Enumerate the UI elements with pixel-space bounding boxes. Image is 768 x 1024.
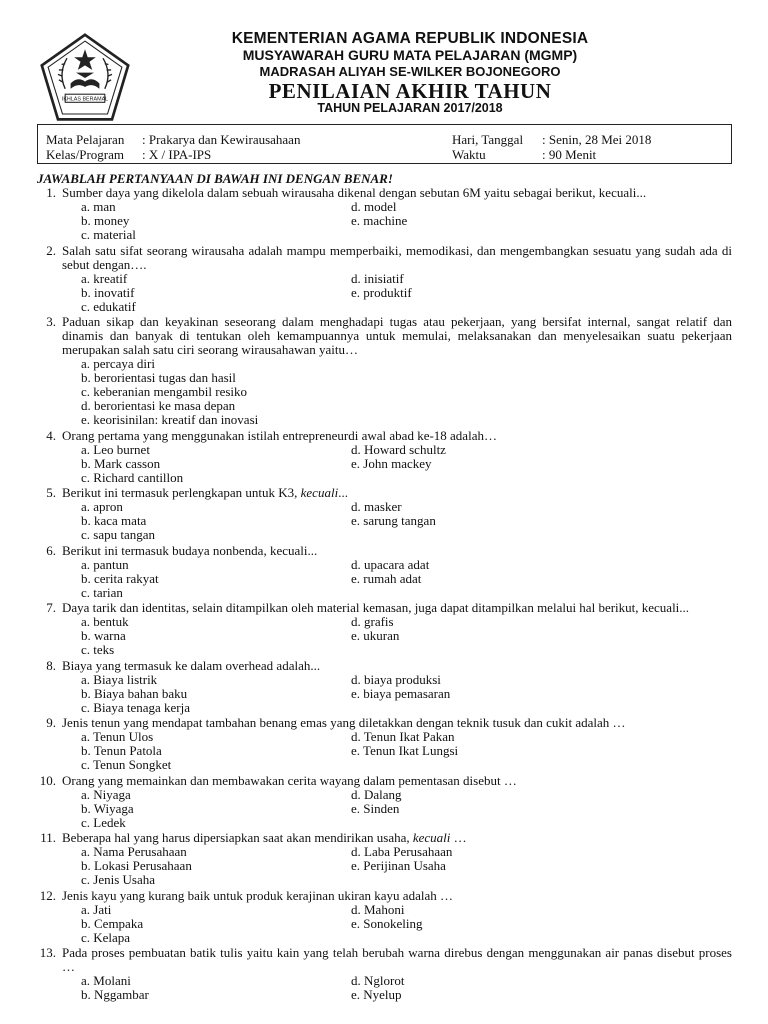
- answer-option: c. material: [81, 227, 136, 242]
- answer-option: e. ukuran: [351, 628, 400, 643]
- answer-option: a. Tenun Ulos: [81, 729, 154, 744]
- question-item: [37, 659, 732, 715]
- answer-option: a. Niyaga: [81, 786, 131, 802]
- answer-option: e. keorisinilan: kreatif dan inovasi: [81, 412, 259, 427]
- answer-option: d. Mahoni: [351, 901, 405, 917]
- class-label: Kelas/Program: [46, 147, 124, 162]
- question-item: [37, 831, 732, 887]
- exam-info-box: [37, 124, 732, 164]
- answer-option: b. berorientasi tugas dan hasil: [81, 370, 236, 385]
- answer-option: d. Tenun Ikat Pakan: [351, 729, 455, 744]
- question-text: Orang pertama yang menggunakan istilah entrepreneurdi awal abad ke-18 adalah…: [62, 427, 497, 443]
- answer-option: d. berorientasi ke masa depan: [81, 398, 236, 413]
- answer-option: e. rumah adat: [351, 570, 422, 586]
- time-value: : 90 Menit: [542, 147, 597, 162]
- answer-option: b. kaca mata: [81, 513, 147, 528]
- question-number: 5.: [46, 485, 56, 500]
- question-item: [37, 946, 732, 1002]
- answer-option: c. Jenis Usaha: [81, 872, 156, 887]
- answer-option: c. Tenun Songket: [81, 757, 172, 772]
- answer-options: [37, 730, 732, 772]
- answer-options: [37, 845, 732, 887]
- question-number: 3.: [46, 314, 56, 329]
- academic-year: TAHUN PELAJARAN 2017/2018: [317, 101, 503, 115]
- answer-option: b. Nggambar: [81, 987, 149, 1002]
- mgmp-title: MUSYAWARAH GURU MATA PELAJARAN (MGMP): [242, 47, 578, 63]
- question-text: Pada proses pembuatan batik tulis yaitu kain yang telah berubah warna direbus dengan menggunakan air panas disebut proses …: [62, 945, 732, 974]
- ministry-title: KEMENTERIAN AGAMA REPUBLIK INDONESIA: [231, 30, 589, 47]
- question-text: Berikut ini termasuk perlengkapan untuk K3, kecuali...: [62, 485, 348, 500]
- answer-options: [37, 272, 732, 314]
- answer-option: b. inovatif: [81, 284, 135, 300]
- answer-options: [37, 615, 732, 657]
- answer-option: c. sapu tangan: [81, 527, 156, 542]
- exam-title: PENILAIAN AKHIR TAHUN: [268, 79, 552, 103]
- question-text: Paduan sikap dan keyakinan seseorang dalam menghadapi tugas atau pekerjaan, yang bersifat internal, sangat relatif dan dinamis dan banyak di tentukan oleh kemampuannya untuk memulai, melaksanakan dan menyelesaikan suatu pekerjaan merupakan salah satu ciri seorang wirausahawan yaitu…: [62, 314, 732, 357]
- question-number: 2.: [46, 242, 56, 258]
- answer-option: b. money: [81, 213, 130, 228]
- answer-option: d. upacara adat: [351, 556, 430, 572]
- answer-option: c. Biaya tenaga kerja: [81, 699, 190, 715]
- answer-option: a. pantun: [81, 556, 129, 572]
- question-number: 12.: [39, 887, 56, 903]
- question-number: 10.: [39, 772, 56, 788]
- question-item: [37, 601, 732, 657]
- question-text: Orang yang memainkan dan membawakan cerita wayang dalam pementasan disebut …: [62, 772, 517, 788]
- answer-option: c. edukatif: [81, 298, 136, 314]
- question-item: [37, 544, 732, 600]
- question-emphasis: kecuali: [412, 830, 451, 845]
- answer-option: b. Tenun Patola: [81, 743, 162, 758]
- answer-options: [37, 500, 732, 542]
- answer-option: c. teks: [81, 642, 115, 657]
- answer-option: b. warna: [81, 628, 126, 643]
- question-text: Sumber daya yang dikelola dalam sebuah wirausaha dikenal dengan sebutan 6M yaitu sebagai berikut, kecuali...: [62, 185, 647, 200]
- answer-options: [37, 443, 732, 485]
- time-label: Waktu: [452, 147, 486, 162]
- question-item: [37, 889, 732, 945]
- question-number: 6.: [46, 542, 56, 558]
- answer-option: b. cerita rakyat: [81, 570, 159, 586]
- answer-option: b. Mark casson: [81, 455, 161, 471]
- question-text: Biaya yang termasuk ke dalam overhead adalah...: [62, 657, 321, 673]
- answer-option: a. Jati: [81, 901, 112, 917]
- answer-options: [37, 788, 732, 830]
- answer-option: a. Leo burnet: [81, 441, 150, 457]
- answer-option: e. Sonokeling: [351, 915, 423, 931]
- instruction: JAWABLAH PERTANYAAN DI BAWAH INI DENGAN BENAR!: [37, 171, 393, 186]
- answer-option: c. Ledek: [81, 814, 126, 830]
- answer-option: a. bentuk: [81, 614, 129, 629]
- question-number: 8.: [46, 657, 56, 673]
- answer-option: e. sarung tangan: [351, 513, 436, 528]
- question-number: 13.: [39, 945, 56, 960]
- logo-caption: IKHLAS BERAMAL: [61, 96, 109, 103]
- question-list: [37, 186, 732, 1004]
- answer-option: d. Laba Perusahaan: [351, 844, 453, 859]
- answer-option: a. Molani: [81, 973, 131, 988]
- kementerian-agama-logo: [40, 33, 130, 123]
- answer-option: c. keberanian mengambil resiko: [81, 384, 248, 399]
- answer-options: [37, 200, 732, 242]
- question-number: 9.: [46, 715, 56, 730]
- answer-option: a. kreatif: [81, 270, 128, 286]
- question-number: 1.: [46, 185, 56, 200]
- answer-option: a. Nama Perusahaan: [81, 844, 187, 859]
- question-number: 4.: [46, 427, 56, 443]
- question-item: [37, 244, 732, 314]
- answer-option: d. Nglorot: [351, 973, 405, 988]
- answer-option: a. man: [81, 199, 116, 214]
- answer-option: d. grafis: [351, 614, 394, 629]
- question-text: Berikut ini termasuk budaya nonbenda, kecuali...: [62, 542, 318, 558]
- answer-option: c. Richard cantillon: [81, 469, 184, 485]
- answer-option: b. Biaya bahan baku: [81, 685, 188, 701]
- answer-option: e. John mackey: [351, 455, 432, 471]
- question-text: Beberapa hal yang harus dipersiapkan saat akan mendirikan usaha, kecuali …: [62, 830, 467, 845]
- question-item: [37, 716, 732, 772]
- question-text: Jenis kayu yang kurang baik untuk produk kerajinan ukiran kayu adalah …: [62, 887, 453, 903]
- answer-option: b. Wiyaga: [81, 800, 134, 816]
- answer-option: d. Dalang: [351, 786, 402, 802]
- answer-options: [37, 974, 732, 1002]
- answer-options: [37, 558, 732, 600]
- question-number: 11.: [40, 830, 56, 845]
- answer-option: a. apron: [81, 499, 123, 514]
- answer-option: d. biaya produksi: [351, 671, 441, 687]
- madrasah-title: MADRASAH ALIYAH SE-WILKER BOJONEGORO: [259, 64, 561, 79]
- date-label: Hari, Tanggal: [452, 132, 524, 147]
- answer-option: d. masker: [351, 499, 402, 514]
- answer-option: e. biaya pemasaran: [351, 685, 451, 701]
- date-value: : Senin, 28 Mei 2018: [542, 132, 652, 147]
- answer-option: a. percaya diri: [81, 356, 155, 371]
- subject-label: Mata Pelajaran: [46, 132, 125, 147]
- answer-option: b. Cempaka: [81, 915, 144, 931]
- answer-option: d. inisiatif: [351, 270, 404, 286]
- subject-value: : Prakarya dan Kewirausahaan: [142, 132, 301, 147]
- answer-option: e. produktif: [351, 284, 412, 300]
- question-item: [37, 186, 732, 242]
- question-item: [37, 315, 732, 427]
- answer-options: [37, 903, 732, 945]
- answer-options: [37, 673, 732, 715]
- answer-option: b. Lokasi Perusahaan: [81, 858, 192, 873]
- question-item: [37, 429, 732, 485]
- answer-options: [37, 357, 732, 427]
- question-item: [37, 774, 732, 830]
- class-value: : X / IPA-IPS: [142, 147, 212, 162]
- answer-option: a. Biaya listrik: [81, 671, 158, 687]
- answer-option: e. Sinden: [351, 800, 400, 816]
- question-text: Salah satu sifat seorang wirausaha adalah mampu memperbaiki, memodikasi, dan mengembangkan sesuatu yang sudah ada di sebut dengan….: [62, 242, 732, 272]
- question-number: 7.: [46, 600, 56, 615]
- answer-option: d. model: [351, 199, 397, 214]
- answer-option: e. Nyelup: [351, 987, 402, 1002]
- answer-option: d. Howard schultz: [351, 441, 446, 457]
- answer-option: c. Kelapa: [81, 929, 131, 945]
- answer-option: e. Perijinan Usaha: [351, 858, 446, 873]
- answer-option: c. tarian: [81, 584, 123, 600]
- question-text: Jenis tenun yang mendapat tambahan benang emas yang diletakkan dengan teknik tusuk dan cukit adalah …: [62, 715, 626, 730]
- question-emphasis: kecuali: [300, 485, 339, 500]
- answer-option: e. machine: [351, 213, 408, 228]
- question-text: Daya tarik dan identitas, selain ditampilkan oleh material kemasan, juga dapat ditampilkan melalui hal berikut, kecuali...: [62, 600, 690, 615]
- question-item: [37, 486, 732, 542]
- answer-option: e. Tenun Ikat Lungsi: [351, 743, 459, 758]
